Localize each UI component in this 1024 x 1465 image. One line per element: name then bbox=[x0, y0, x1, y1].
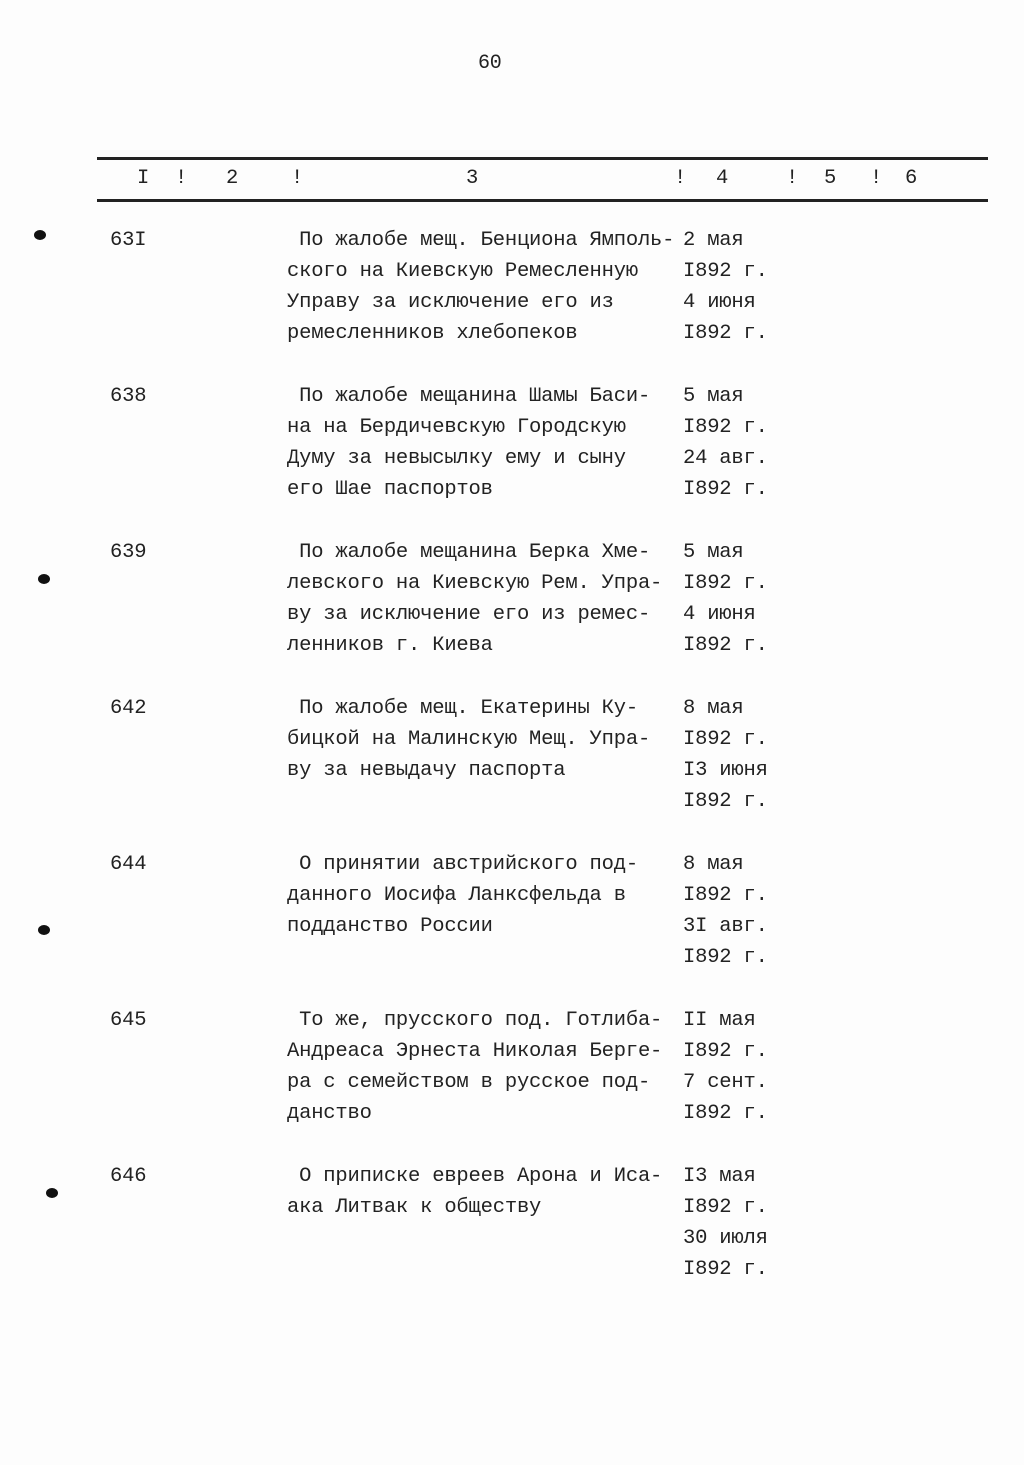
entry-text-line: его Шае паспортов bbox=[287, 478, 493, 501]
entry-text-line: данного Иосифа Ланксфельда в bbox=[287, 884, 626, 907]
entry-date-line: I892 г. bbox=[683, 946, 768, 969]
entry-date-line: I892 г. bbox=[683, 1102, 768, 1125]
entry-date-line: I892 г. bbox=[683, 260, 768, 283]
punch-hole-mark bbox=[34, 230, 46, 240]
entry-date-line: I892 г. bbox=[683, 322, 768, 345]
entry-text-line: ра с семейством в русское под- bbox=[287, 1071, 651, 1094]
table-header-rule bbox=[97, 199, 988, 202]
entry-text-line: ву за исключение его из ремес- bbox=[287, 603, 651, 626]
entry-number: 645 bbox=[110, 1009, 147, 1032]
entry-date-line: II мая bbox=[683, 1009, 756, 1032]
entry-date-line: 2 мая bbox=[683, 229, 744, 252]
header-sep: ! bbox=[674, 167, 687, 190]
entry-date-line: 5 мая bbox=[683, 385, 744, 408]
entry-date-line: 8 мая bbox=[683, 853, 744, 876]
table-top-rule bbox=[97, 157, 988, 160]
entry-number: 646 bbox=[110, 1165, 147, 1188]
entry-date-line: I892 г. bbox=[683, 728, 768, 751]
header-col6: 6 bbox=[905, 167, 918, 190]
entry-text-line: подданство России bbox=[287, 915, 493, 938]
entry-text-line: бицкой на Малинскую Мещ. Упра- bbox=[287, 728, 651, 751]
entry-number: 639 bbox=[110, 541, 147, 564]
entry-date-line: 7 сент. bbox=[683, 1071, 768, 1094]
entry-text-line: ремесленников хлебопеков bbox=[287, 322, 578, 345]
entry-text-line: О принятии австрийского под- bbox=[287, 853, 638, 876]
entry-date-line: I3 мая bbox=[683, 1165, 756, 1188]
entry-date-line: I892 г. bbox=[683, 416, 768, 439]
entry-date-line: I892 г. bbox=[683, 1040, 768, 1063]
entry-text-line: на на Бердичевскую Городскую bbox=[287, 416, 626, 439]
entry-text-line: Андреаса Эрнеста Николая Берге- bbox=[287, 1040, 663, 1063]
header-col5: 5 bbox=[824, 167, 837, 190]
entry-number: 642 bbox=[110, 697, 147, 720]
entry-date-line: I892 г. bbox=[683, 1196, 768, 1219]
entry-date-line: 4 июня bbox=[683, 603, 756, 626]
entry-text-line: ленников г. Киева bbox=[287, 634, 493, 657]
header-col3: 3 bbox=[466, 167, 479, 190]
entry-text-line: То же, прусского под. Готлиба- bbox=[287, 1009, 663, 1032]
entry-text-line: По жалобе мещанина Берка Хме- bbox=[287, 541, 651, 564]
header-col4: 4 bbox=[716, 167, 729, 190]
header-sep: ! bbox=[175, 167, 188, 190]
entry-date-line: 3I авг. bbox=[683, 915, 768, 938]
entry-text-line: ского на Киевскую Ремесленную bbox=[287, 260, 638, 283]
entry-text-line: Управу за исключение его из bbox=[287, 291, 614, 314]
entry-date-line: 4 июня bbox=[683, 291, 756, 314]
entry-text-line: ака Литвак к обществу bbox=[287, 1196, 542, 1219]
entry-date-line: 30 июля bbox=[683, 1227, 768, 1250]
entry-text-line: По жалобе мещанина Шамы Баси- bbox=[287, 385, 651, 408]
entry-text-line: левского на Киевскую Рем. Упра- bbox=[287, 572, 663, 595]
punch-hole-mark bbox=[38, 925, 50, 935]
entry-date-line: I3 июня bbox=[683, 759, 768, 782]
entry-date-line: I892 г. bbox=[683, 478, 768, 501]
entry-number: 638 bbox=[110, 385, 147, 408]
entry-text-line: ву за невыдачу паспорта bbox=[287, 759, 566, 782]
entry-number: 63I bbox=[110, 229, 147, 252]
entry-date-line: I892 г. bbox=[683, 884, 768, 907]
entry-text-line: Думу за невысылку ему и сыну bbox=[287, 447, 626, 470]
entry-date-line: I892 г. bbox=[683, 634, 768, 657]
entry-number: 644 bbox=[110, 853, 147, 876]
entry-date-line: 24 авг. bbox=[683, 447, 768, 470]
page-number: 60 bbox=[478, 52, 502, 75]
entry-text-line: По жалобе мещ. Бенциона Ямполь- bbox=[287, 229, 675, 252]
punch-hole-mark bbox=[38, 574, 50, 584]
header-sep: ! bbox=[786, 167, 799, 190]
entry-text-line: данство bbox=[287, 1102, 372, 1125]
header-col1: I bbox=[137, 167, 150, 190]
entry-date-line: 8 мая bbox=[683, 697, 744, 720]
entry-date-line: I892 г. bbox=[683, 790, 768, 813]
entry-date-line: I892 г. bbox=[683, 1258, 768, 1281]
entry-text-line: О приписке евреев Арона и Иса- bbox=[287, 1165, 663, 1188]
header-sep: ! bbox=[291, 167, 304, 190]
punch-hole-mark bbox=[46, 1188, 58, 1198]
header-col2: 2 bbox=[226, 167, 239, 190]
entry-date-line: 5 мая bbox=[683, 541, 744, 564]
header-sep: ! bbox=[870, 167, 883, 190]
entry-text-line: По жалобе мещ. Екатерины Ку- bbox=[287, 697, 638, 720]
entry-date-line: I892 г. bbox=[683, 572, 768, 595]
